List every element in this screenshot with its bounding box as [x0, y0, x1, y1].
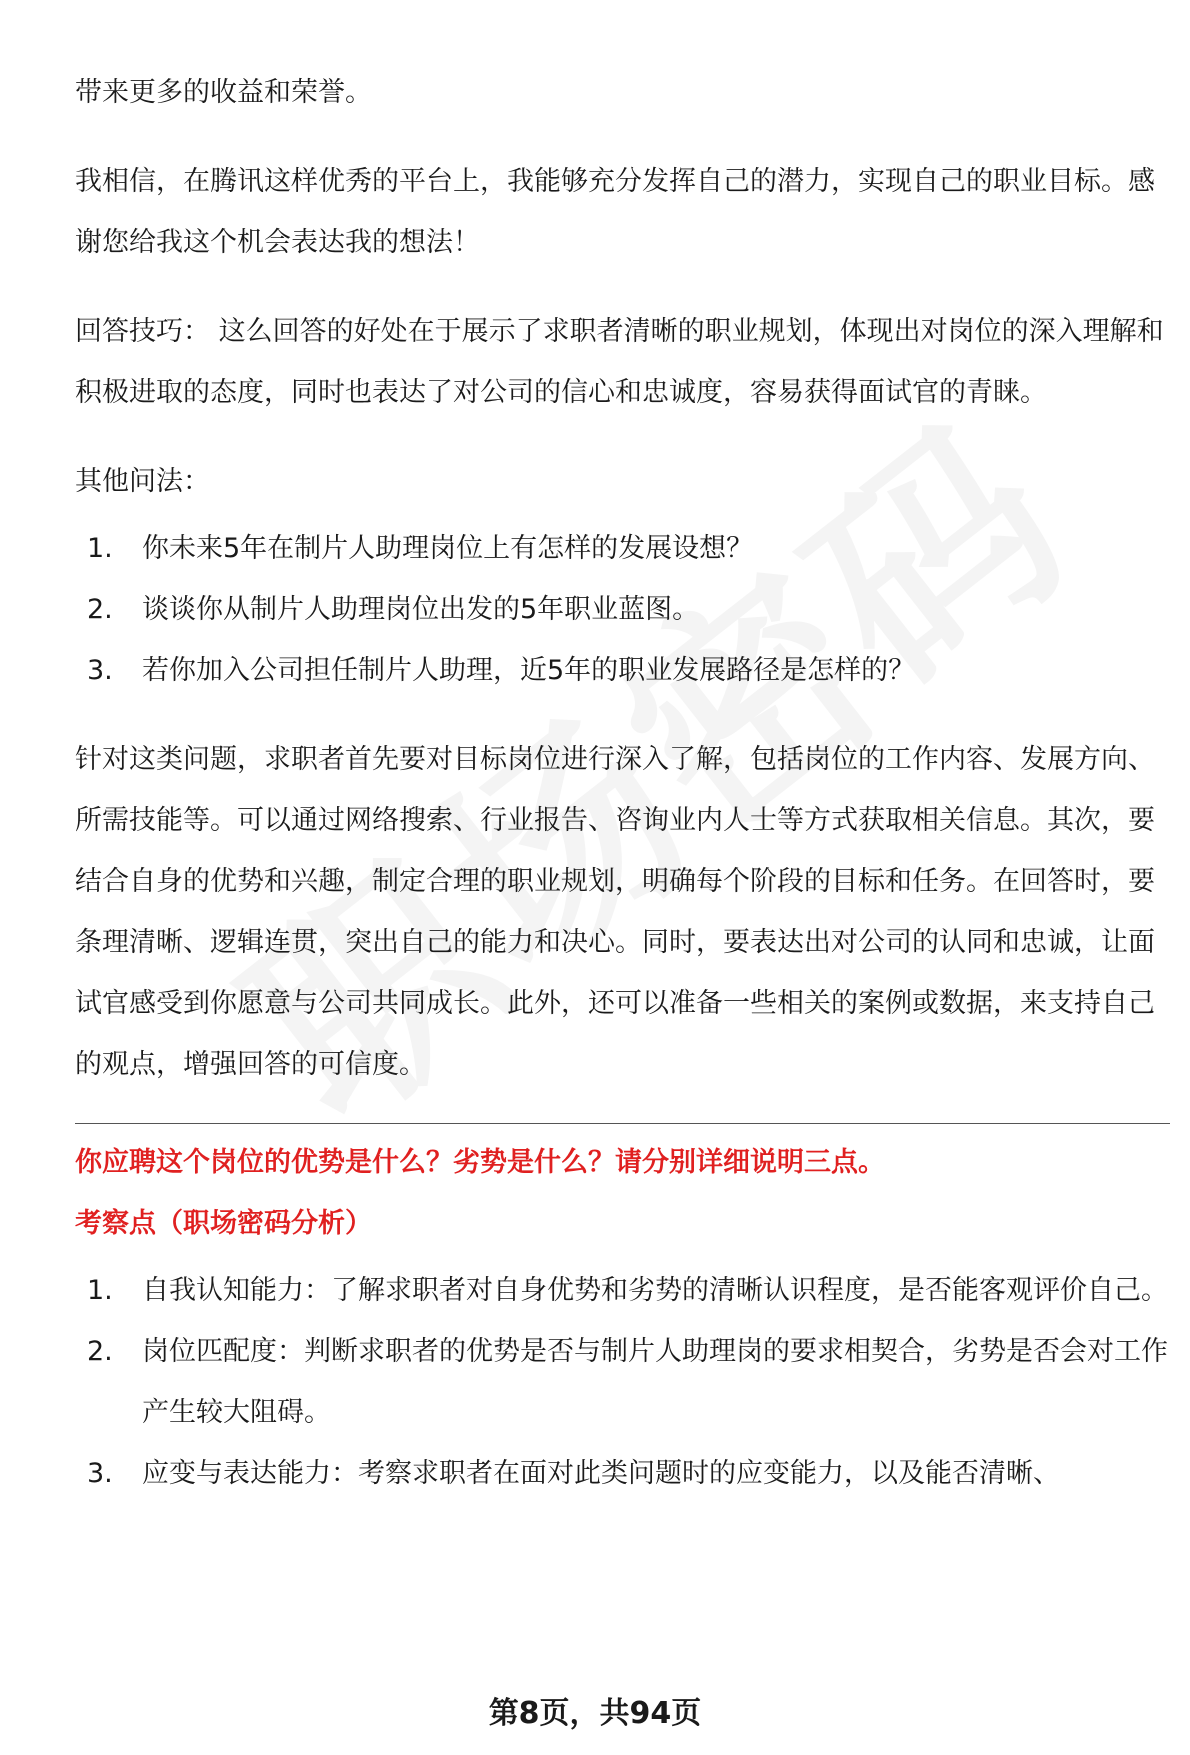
list-number: 2.: [87, 1336, 113, 1367]
paragraph-answer-tip: 回答技巧： 这么回答的好处在于展示了求职者清晰的职业规划，体现出对岗位的深入理解和积极进取的态度，同时也表达了对公司的信心和忠诚度，容易获得面试官的青睐。: [75, 316, 1164, 408]
list-number: 2.: [87, 594, 113, 625]
list-text: 自我认知能力：了解求职者对自身优势和劣势的清晰认识程度，是否能客观评价自己。: [142, 1275, 1168, 1306]
list-text: 谈谈你从制片人助理岗位出发的5年职业蓝图。: [142, 594, 700, 625]
list-item: [75, 1443, 1180, 1504]
page-content: [75, 62, 1180, 1504]
list-item: [75, 640, 1180, 701]
page-number-footer: 第8页，共94页: [488, 1696, 702, 1731]
section-divider: [75, 1123, 1170, 1124]
assessment-points-list: [75, 1260, 1180, 1504]
list-item: [75, 1260, 1180, 1321]
list-number: 3.: [87, 655, 113, 686]
list-item: [75, 579, 1180, 640]
paragraph-confidence: 我相信，在腾讯这样优秀的平台上，我能够充分发挥自己的潜力，实现自己的职业目标。感谢您给我这个机会表达我的想法！: [75, 166, 1155, 258]
list-number: 3.: [87, 1458, 113, 1489]
assessment-subtitle: 考察点（职场密码分析）: [75, 1208, 372, 1239]
paragraph-advice: 针对这类问题，求职者首先要对目标岗位进行深入了解，包括岗位的工作内容、发展方向、所需技能等。可以通过网络搜索、行业报告、咨询业内人士等方式获取相关信息。其次，要结合自身的优势和兴趣，制定合理的职业规划，明确每个阶段的目标和任务。在回答时，要条理清晰、逻辑连贯，突出自己的能力和决心。同时，要表达出对公司的认同和忠诚，让面试官感受到你愿意与公司共同成长。此外，还可以准备一些相关的案例或数据，来支持自己的观点，增强回答的可信度。: [75, 744, 1155, 1080]
list-text: 岗位匹配度：判断求职者的优势是否与制片人助理岗的要求相契合，劣势是否会对工作产生较大阻碍。: [142, 1336, 1168, 1428]
paragraph-closing: 带来更多的收益和荣誉。: [75, 77, 372, 108]
list-item: [75, 1321, 1180, 1443]
list-text: 应变与表达能力：考察求职者在面对此类问题时的应变能力，以及能否清晰、: [142, 1458, 1060, 1489]
list-number: 1.: [87, 1275, 113, 1306]
question-title: 你应聘这个岗位的优势是什么？劣势是什么？请分别详细说明三点。: [75, 1147, 885, 1178]
other-questions-heading: 其他问法：: [75, 466, 210, 497]
list-text: 若你加入公司担任制片人助理，近5年的职业发展路径是怎样的？: [142, 655, 916, 686]
list-number: 1.: [87, 533, 113, 564]
other-questions-list: [75, 518, 1180, 701]
list-text: 你未来5年在制片人助理岗位上有怎样的发展设想？: [142, 533, 754, 564]
list-item: [75, 518, 1180, 579]
